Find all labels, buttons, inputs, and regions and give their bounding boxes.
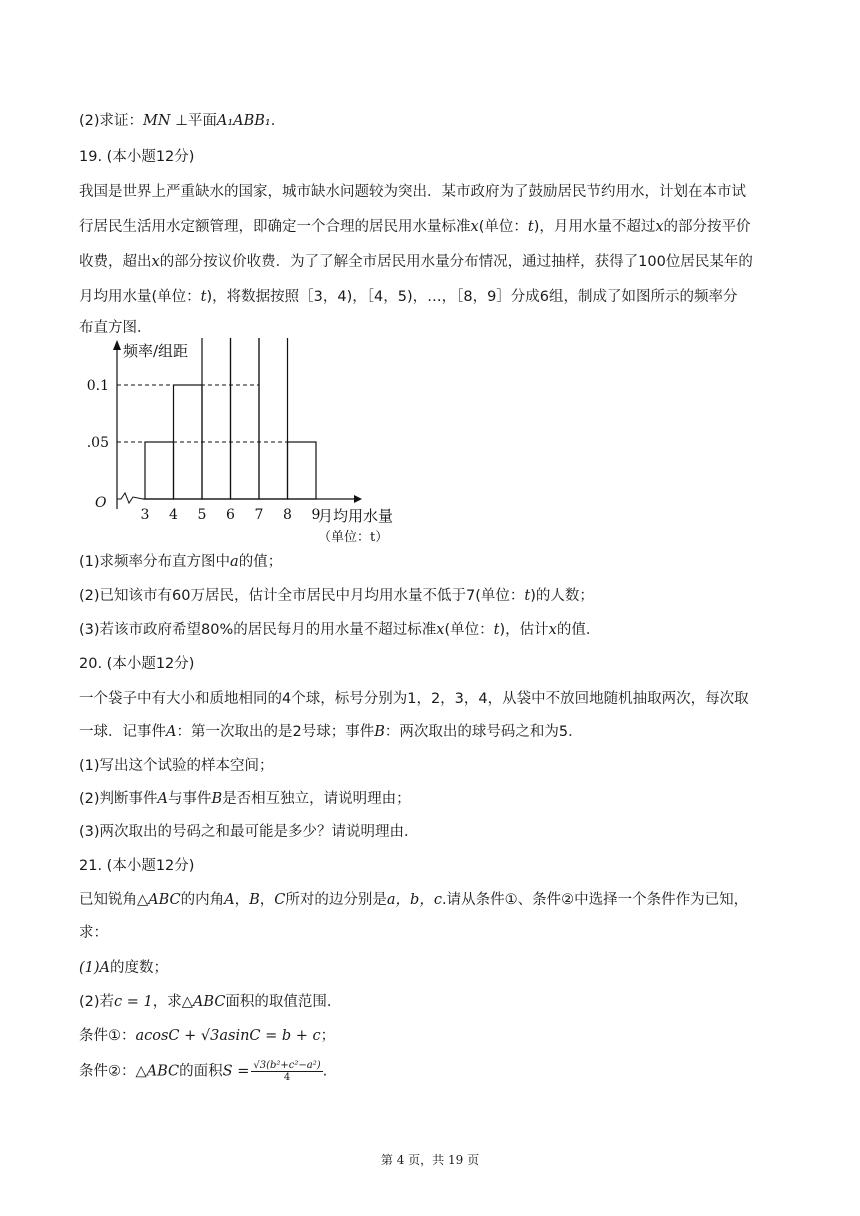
x-axis-unit: （单位：t） [318,530,389,545]
text-seg: )，将数据按照［3，4)，［4，5)，…，［8，9］分成6组，制成了如图所示的频率分 [206,289,738,305]
q21-para-line1 [79,890,799,910]
q19-para-line2 [79,217,799,237]
text-seg: (1)求频率分布直方图中 [79,554,231,570]
x-tick-label: 6 [226,507,235,523]
text-seg: 的部分按平价 [663,219,751,235]
histogram-axes [113,340,362,509]
text-seg: 的度数； [110,960,169,976]
q20-part1: (1)写出这个试验的样本空间； [79,758,274,774]
q18-part2 [79,111,799,131]
math-A-part1: (1)A [79,960,111,976]
math-C: C [274,892,286,908]
page-footer: 第 4 页，共 19 页 [380,1153,480,1167]
q20-part3: (3)两次取出的号码之和最可能是多少？请说明理由． [79,824,419,840]
histogram-bar [145,442,174,499]
text-seg: 的内角 [180,892,225,908]
text-seg: 月均用水量(单位： [79,289,201,305]
math-A: A [166,724,177,740]
text-seg: .请从条件①、条件②中选择一个条件作为已知， [441,892,749,908]
x-axis-title: 月均用水量 [318,507,394,525]
q19-para-line5: 布直方图． [79,320,152,336]
q20-para-line1: 一个袋子中有大小和质地相同的4个球，标号分别为1，2，3，4，从袋中不放回地随机抽取两次，每次取 [79,691,749,707]
math-B: B [211,791,223,807]
text-seg: ， [259,892,275,908]
text-seg: ：第一次取出的是2号球；事件 [176,724,375,740]
text-seg: (单位： [478,219,528,235]
math-t: t [200,289,207,305]
x-tick-label: 5 [197,507,207,523]
text-seg: ：两次取出的球号码之和为5． [384,724,583,740]
q19-para-line1: 我国是世界上严重缺水的国家，城市缺水问题较为突出．某市政府为了鼓励居民节约用水，计划在本市试 [79,184,746,200]
text-seg: (3)若该市政府希望80%的居民每月的用水量不超过标准 [79,622,437,638]
q18-period: . [270,113,276,129]
math-cond1-expr: acosC + √3asinC = b + c [135,1028,321,1044]
math-x: x [548,622,557,638]
text-seg: )，月用水量不超过 [533,219,656,235]
math-t: t [527,219,534,235]
histogram-bar [288,442,317,499]
math-x: x [436,622,445,638]
perp-plane-text: ⊥平面 [170,113,217,129]
math-B: B [249,892,260,908]
text-seg: (单位： [444,622,494,638]
math-x: x [655,219,664,235]
text-seg: ，求△ [152,994,193,1010]
text-seg: 所对的边分别是 [285,892,387,908]
q21-cond2 [79,1060,799,1083]
axis-break-mark [117,493,143,503]
math-x: x [470,219,479,235]
math-x: x [151,254,160,270]
text-seg: 的面积 [179,1063,223,1080]
math-c-eq-1: c = 1 [114,994,153,1010]
fraction-denominator: 4 [283,1072,291,1083]
text-seg: 的值； [238,554,283,570]
text-seg: 的值． [556,622,601,638]
q19-para-line4 [79,287,799,307]
math-A: A [224,892,235,908]
q19-header: 19. (本小题12分) [79,149,195,165]
text-seg: 已知锐角△ [79,892,149,908]
text-seg: 行居民生活用水定额管理，即确定一个合理的居民用水量标准 [79,219,471,235]
math-abc: a，b，c [386,892,442,908]
q19-para-line3 [79,252,799,272]
math-ABC: ABC [146,1063,180,1080]
math-ABC: ABC [192,994,226,1010]
histogram-bar [202,338,231,499]
x-tick-label: 7 [254,507,264,523]
text-seg: 面积的取值范围． [225,994,342,1010]
q19-part3 [79,620,799,640]
text-seg: )的人数； [530,588,594,604]
text-seg: 收费，超出 [79,254,152,270]
fraction-numerator: √3(b²+c²−a²) [253,1060,321,1071]
q20-part2 [79,789,799,809]
histogram-labels [86,338,393,545]
histogram-bar [231,338,260,499]
text-seg: )，估计 [499,622,549,638]
math-A: A [157,791,169,807]
math-mn: MN [143,113,171,129]
histogram-svg [86,338,426,548]
math-a: a [230,554,239,570]
text-seg: 是否相互独立，请说明理由； [222,791,411,807]
q20-header: 20. (本小题12分) [79,656,195,672]
x-tick-label: 9 [311,507,321,523]
q21-part2 [79,992,799,1012]
condition-2-label: 条件②：△ [79,1063,147,1080]
x-axis-arrow [354,495,362,503]
text-seg: 与事件 [168,791,212,807]
text-seg: ， [234,892,250,908]
histogram-bar [259,338,288,499]
text-seg: . [322,1063,328,1080]
math-S-eq: S = [222,1063,250,1080]
q21-header: 21. (本小题12分) [79,858,195,874]
math-a1abb1: A₁ABB₁ [216,113,271,129]
x-tick-label: 4 [169,507,178,523]
x-tick-label: 3 [140,507,150,523]
y-axis-title: 频率/组距 [123,342,189,360]
q19-part2 [79,586,799,606]
math-ABC: ABC [148,892,181,908]
text-seg: (2)判断事件 [79,791,158,807]
frequency-histogram [86,338,426,548]
area-fraction [251,1060,322,1083]
origin-label: O [95,495,107,511]
q21-cond1 [79,1026,799,1046]
text-seg: 的部分按议价收费．为了了解全市居民用水量分布情况，通过抽样，获得了100位居民某年的 [159,254,753,270]
y-tick-label: 0.1 [86,378,109,394]
text-seg: (2)已知该市有60万居民，估计全市居民中月均用水量不低于7(单位： [79,588,525,604]
y-axis-arrow [113,340,121,350]
condition-1-label: 条件①： [79,1028,136,1044]
q18-part2-prefix: (2)求证： [79,113,144,129]
math-t: t [493,622,500,638]
y-tick-label: .05 [86,435,109,451]
q19-part1 [79,552,799,572]
histogram-bars [145,338,316,499]
math-B: B [374,724,385,740]
text-seg: (2)若 [79,994,115,1010]
q21-part1 [79,958,799,978]
q20-para-line2 [79,722,799,742]
math-t: t [524,588,531,604]
x-tick-label: 8 [283,507,292,523]
q21-para-line2: 求： [79,925,108,941]
text-seg: ； [320,1028,336,1044]
text-seg: 一球．记事件 [79,724,166,740]
